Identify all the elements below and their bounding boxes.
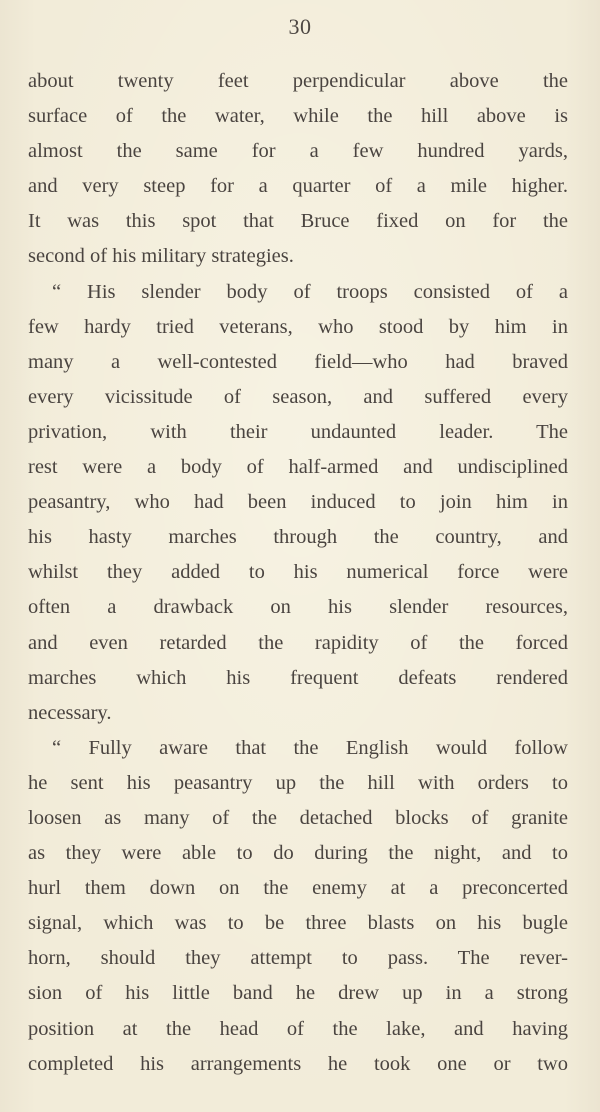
text-line: loosen as many of the detached blocks of granite <box>28 806 568 829</box>
text-line: It was this spot that Bruce fixed on for the <box>28 210 568 233</box>
text-line: horn, should they attempt to pass. The rever- <box>28 947 568 970</box>
text-line: sion of his little band he drew up in a strong <box>28 982 568 1005</box>
text-line: rest were a body of half-armed and undisciplined <box>28 456 568 479</box>
text-line: privation, with their undaunted leader. The <box>28 420 568 443</box>
text-line: and very steep for a quarter of a mile higher. <box>28 175 568 198</box>
text-line: completed his arrangements he took one or two <box>28 1052 568 1075</box>
body-text <box>28 64 568 1082</box>
text-line: necessary. <box>28 701 112 724</box>
text-line: position at the head of the lake, and having <box>28 1017 568 1040</box>
text-line: almost the same for a few hundred yards, <box>28 140 568 163</box>
text-line: his hasty marches through the country, and <box>28 526 568 549</box>
text-line: “ Fully aware that the English would follow <box>52 736 568 759</box>
text-line: surface of the water, while the hill above is <box>28 105 568 128</box>
text-line: signal, which was to be three blasts on his bugle <box>28 912 568 935</box>
text-line: peasantry, who had been induced to join him in <box>28 491 568 514</box>
text-line: and even retarded the rapidity of the forced <box>28 631 568 654</box>
page-number: 30 <box>288 14 312 39</box>
text-line: every vicissitude of season, and suffered every <box>28 385 568 408</box>
text-line: often a drawback on his slender resources, <box>28 596 568 619</box>
text-line: as they were able to do during the night, and to <box>28 842 568 865</box>
text-line: whilst they added to his numerical force were <box>28 561 568 584</box>
text-line: he sent his peasantry up the hill with orders to <box>28 771 568 794</box>
text-line: few hardy tried veterans, who stood by him in <box>28 315 568 338</box>
text-line: about twenty feet perpendicular above the <box>28 70 568 92</box>
text-line: second of his military strategies. <box>28 245 294 268</box>
text-line: many a well-contested field—who had braved <box>28 350 568 373</box>
text-line: hurl them down on the enemy at a preconcerted <box>28 877 568 900</box>
text-line: “ His slender body of troops consisted of a <box>52 280 568 303</box>
text-line: marches which his frequent defeats rendered <box>28 666 568 689</box>
